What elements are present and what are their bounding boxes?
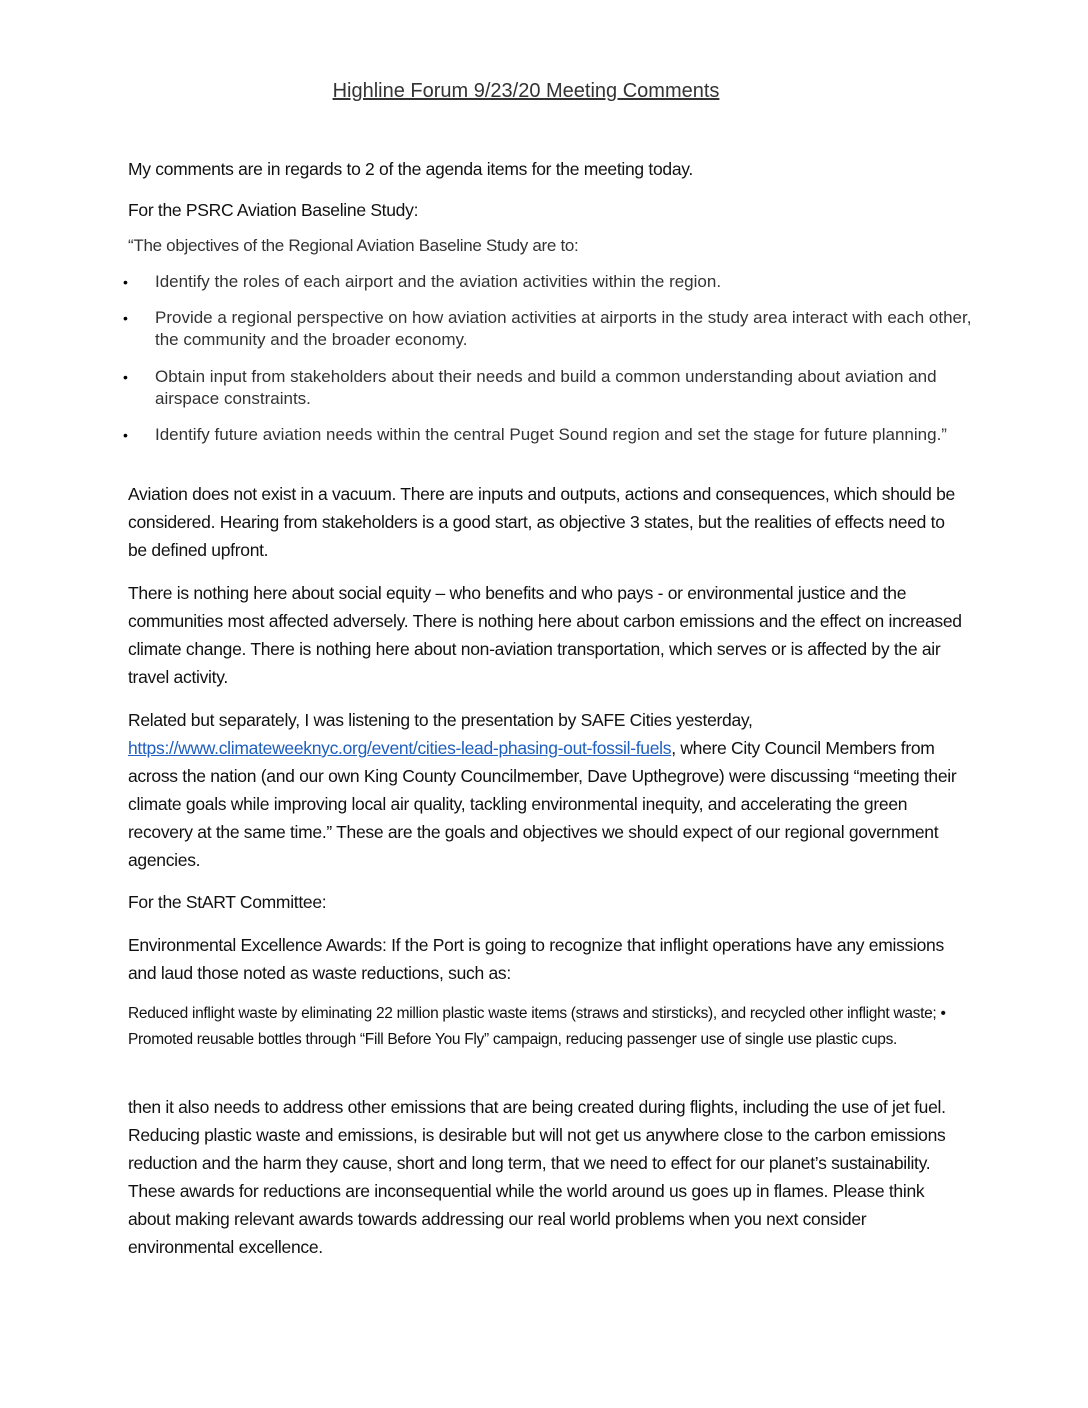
- bullet-icon: •: [123, 369, 128, 385]
- objectives-intro: “The objectives of the Regional Aviation Baseline Study are to:: [128, 236, 579, 255]
- intro-paragraph: My comments are in regards to 2 of the agenda items for the meeting today.: [128, 159, 693, 179]
- objective-item: [123, 271, 973, 293]
- climateweek-link[interactable]: https://www.climateweeknyc.org/event/cities-lead-phasing-out-fossil-fuels: [128, 738, 672, 758]
- paragraph-quoted-awards: Reduced inflight waste by eliminating 22 million plastic waste items (straws and stirsticks), and recycled other inflight waste; • Promoted reusable bottles through “Fill Before You Fly” campaign, reducing passenger use of single use plastic cups.: [128, 1005, 946, 1048]
- paragraph-awards: Environmental Excellence Awards: If the Port is going to recognize that inflight operations have any emissions and laud those noted as waste reductions, such as:: [128, 935, 944, 983]
- bullet-icon: •: [123, 310, 128, 326]
- objective-item: [123, 424, 973, 446]
- page-title: Highline Forum 9/23/20 Meeting Comments: [332, 80, 720, 102]
- paragraph-final: then it also needs to address other emissions that are being created during flights, including the use of jet fuel. Reducing plastic waste and emissions, is desirable but will not get us anywhere close to the carbon emissions reduction and the harm they cause, short and long term, that we need to effect for our planet’s sustainability. These awards for reductions are inconsequential while the world around us goes up in flames. Please think about making relevant awards towards addressing our real world problems when you next consider environmental excellence.: [128, 1097, 946, 1257]
- paragraph-equity: There is nothing here about social equity – who benefits and who pays - or environmental justice and the communities most affected adversely. There is nothing here about carbon emissions and the effect on increased climate change. There is nothing here about non-aviation transportation, which serves or is affected by the air travel activity.: [128, 583, 962, 687]
- psrc-heading: For the PSRC Aviation Baseline Study:: [128, 200, 419, 220]
- objective-text: Identify future aviation needs within the central Puget Sound region and set the stage for future planning.”: [155, 425, 947, 444]
- objective-text: Obtain input from stakeholders about their needs and build a common understanding about aviation and airspace constraints.: [155, 367, 937, 408]
- objective-item: [123, 366, 973, 410]
- objective-text: Provide a regional perspective on how aviation activities at airports in the study area interact with each other, the community and the broader economy.: [155, 308, 972, 349]
- safe-text-before: Related but separately, I was listening to the presentation by SAFE Cities yesterday,: [128, 710, 753, 730]
- objective-text: Identify the roles of each airport and the aviation activities within the region.: [155, 272, 722, 291]
- safe-text-after: , where City Council Members from across the nation (and our own King County Councilmember, Dave Upthegrove) were discussing “meeting their climate goals while improving local air quality, tackling environmental inequity, and accelerating the green recovery at the same time.” These are the goals and objectives we should expect of our regional government agencies.: [128, 738, 957, 870]
- objective-item: [123, 307, 973, 351]
- paragraph-vacuum: Aviation does not exist in a vacuum. There are inputs and outputs, actions and consequences, which should be considered. Hearing from stakeholders is a good start, as objective 3 states, but the realities of effects need to be defined upfront.: [128, 484, 955, 560]
- bullet-icon: •: [123, 274, 128, 290]
- paragraph-safe-cities: [128, 706, 968, 874]
- bullet-icon: •: [123, 427, 128, 443]
- start-heading: For the StART Committee:: [128, 892, 327, 912]
